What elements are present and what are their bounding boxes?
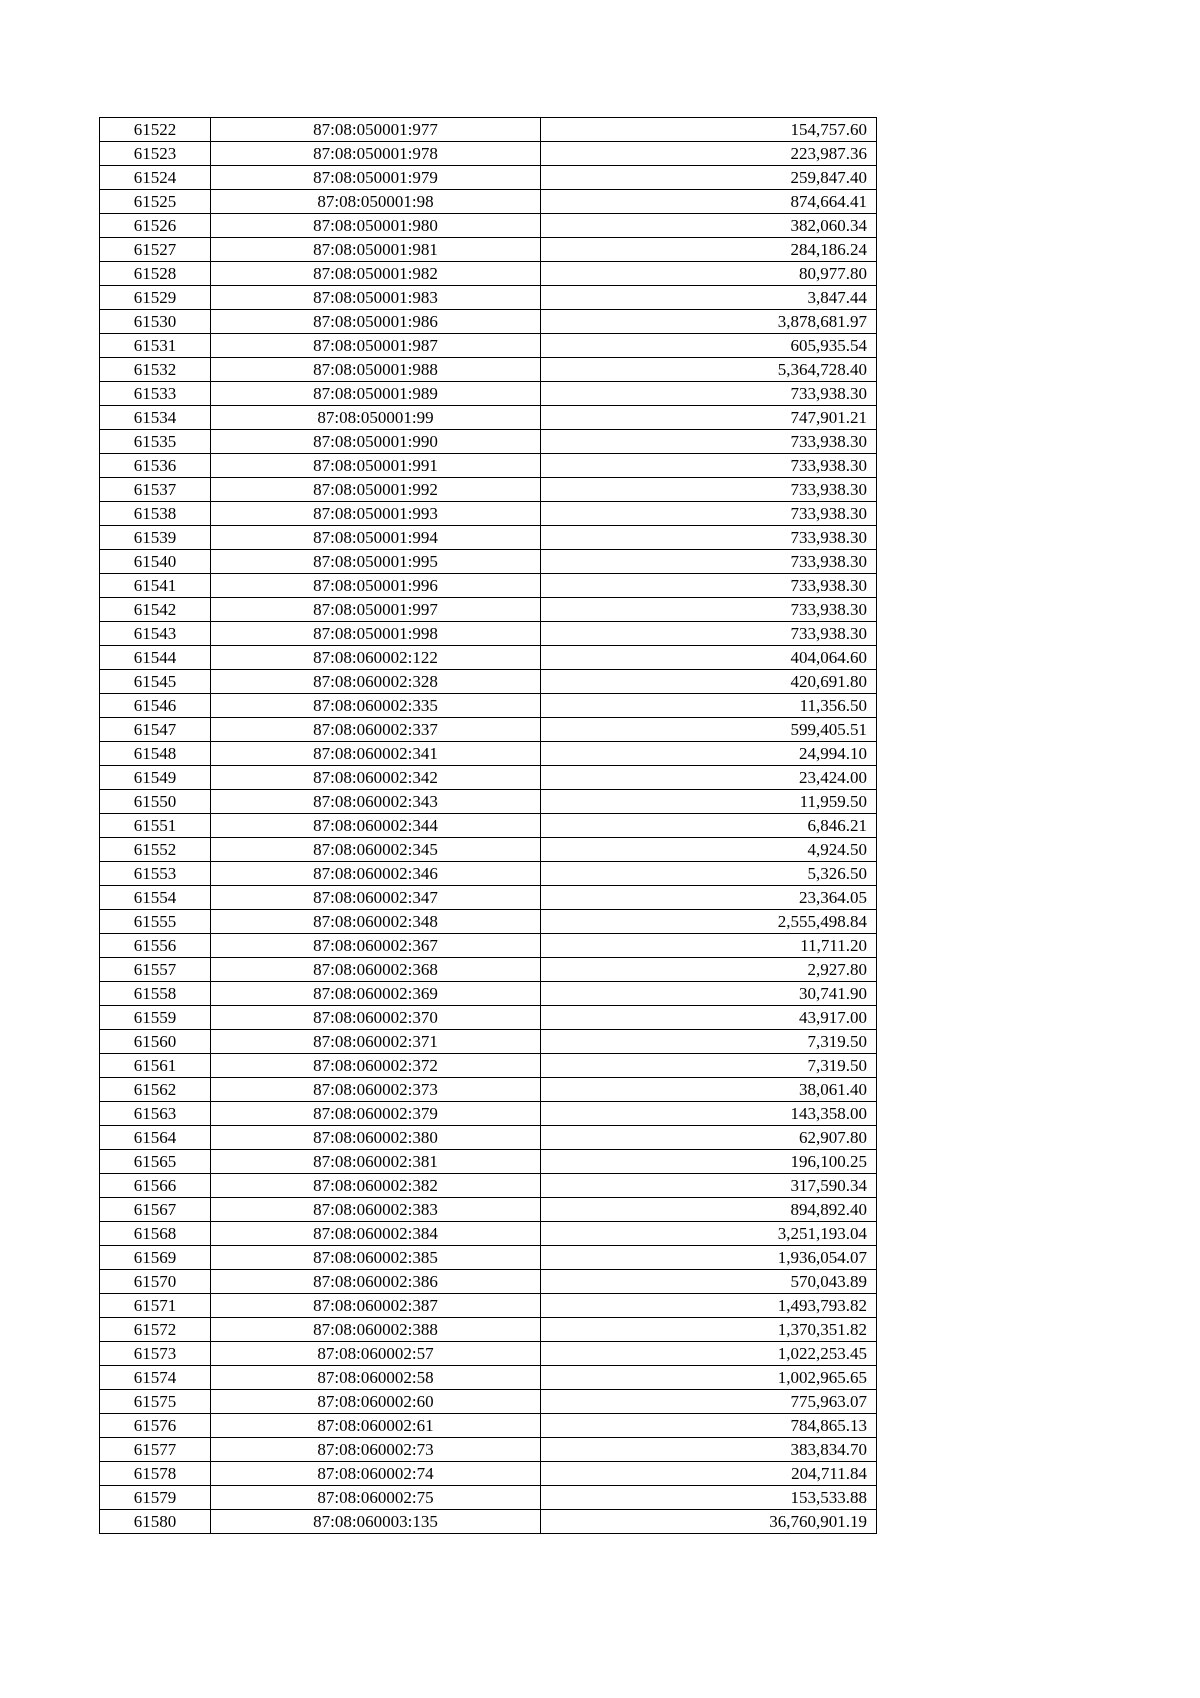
- cadastral-number-cell: 87:08:050001:993: [211, 502, 541, 526]
- cadastral-number-cell: 87:08:060002:346: [211, 862, 541, 886]
- row-number-cell: 61579: [100, 1486, 211, 1510]
- cadastral-number-cell: 87:08:050001:986: [211, 310, 541, 334]
- cadastral-value-cell: 3,251,193.04: [541, 1222, 877, 1246]
- cadastral-number-cell: 87:08:060002:343: [211, 790, 541, 814]
- table-row: [100, 430, 877, 454]
- cadastral-value-cell: 11,356.50: [541, 694, 877, 718]
- row-number-cell: 61545: [100, 670, 211, 694]
- cadastral-number-cell: 87:08:060002:345: [211, 838, 541, 862]
- row-number-cell: 61560: [100, 1030, 211, 1054]
- table-row: [100, 1486, 877, 1510]
- cadastral-value-cell: 6,846.21: [541, 814, 877, 838]
- row-number-cell: 61550: [100, 790, 211, 814]
- row-number-cell: 61564: [100, 1126, 211, 1150]
- cadastral-value-cell: 1,936,054.07: [541, 1246, 877, 1270]
- row-number-cell: 61572: [100, 1318, 211, 1342]
- table-row: [100, 718, 877, 742]
- cadastral-value-cell: 382,060.34: [541, 214, 877, 238]
- row-number-cell: 61546: [100, 694, 211, 718]
- cadastral-value-cell: 404,064.60: [541, 646, 877, 670]
- row-number-cell: 61580: [100, 1510, 211, 1534]
- row-number-cell: 61557: [100, 958, 211, 982]
- table-row: [100, 1054, 877, 1078]
- row-number-cell: 61538: [100, 502, 211, 526]
- row-number-cell: 61537: [100, 478, 211, 502]
- table-row: [100, 526, 877, 550]
- cadastral-number-cell: 87:08:050001:994: [211, 526, 541, 550]
- cadastral-value-cell: 733,938.30: [541, 502, 877, 526]
- cadastral-number-cell: 87:08:050001:978: [211, 142, 541, 166]
- table-row: [100, 1102, 877, 1126]
- table-row: [100, 574, 877, 598]
- table-row: [100, 886, 877, 910]
- cadastral-number-cell: 87:08:060002:380: [211, 1126, 541, 1150]
- row-number-cell: 61566: [100, 1174, 211, 1198]
- cadastral-value-cell: 733,938.30: [541, 598, 877, 622]
- cadastral-value-cell: 7,319.50: [541, 1030, 877, 1054]
- cadastral-value-cell: 196,100.25: [541, 1150, 877, 1174]
- cadastral-number-cell: 87:08:050001:992: [211, 478, 541, 502]
- cadastral-value-cell: 775,963.07: [541, 1390, 877, 1414]
- cadastral-value-cell: 570,043.89: [541, 1270, 877, 1294]
- cadastral-number-cell: 87:08:060002:385: [211, 1246, 541, 1270]
- table-row: [100, 166, 877, 190]
- table-row: [100, 550, 877, 574]
- table-row: [100, 190, 877, 214]
- cadastral-number-cell: 87:08:060002:372: [211, 1054, 541, 1078]
- row-number-cell: 61527: [100, 238, 211, 262]
- row-number-cell: 61568: [100, 1222, 211, 1246]
- row-number-cell: 61556: [100, 934, 211, 958]
- table-row: [100, 1006, 877, 1030]
- row-number-cell: 61530: [100, 310, 211, 334]
- row-number-cell: 61573: [100, 1342, 211, 1366]
- table-row: [100, 646, 877, 670]
- cadastral-value-cell: 874,664.41: [541, 190, 877, 214]
- table-row: [100, 1246, 877, 1270]
- table-row: [100, 1198, 877, 1222]
- table-row: [100, 598, 877, 622]
- table-row: [100, 742, 877, 766]
- row-number-cell: 61529: [100, 286, 211, 310]
- cadastral-value-cell: 317,590.34: [541, 1174, 877, 1198]
- cadastral-number-cell: 87:08:060002:341: [211, 742, 541, 766]
- cadastral-value-cell: 2,555,498.84: [541, 910, 877, 934]
- table-row: [100, 1222, 877, 1246]
- table-row: [100, 670, 877, 694]
- table-row: [100, 910, 877, 934]
- table-row: [100, 862, 877, 886]
- cadastral-value-cell: 11,959.50: [541, 790, 877, 814]
- row-number-cell: 61544: [100, 646, 211, 670]
- table-row: [100, 1366, 877, 1390]
- cadastral-number-cell: 87:08:050001:988: [211, 358, 541, 382]
- row-number-cell: 61574: [100, 1366, 211, 1390]
- row-number-cell: 61562: [100, 1078, 211, 1102]
- row-number-cell: 61526: [100, 214, 211, 238]
- table-row: [100, 1438, 877, 1462]
- row-number-cell: 61548: [100, 742, 211, 766]
- cadastral-number-cell: 87:08:050001:99: [211, 406, 541, 430]
- table-body: [100, 118, 877, 1534]
- cadastral-number-cell: 87:08:060002:382: [211, 1174, 541, 1198]
- cadastral-value-cell: 153,533.88: [541, 1486, 877, 1510]
- row-number-cell: 61561: [100, 1054, 211, 1078]
- cadastral-number-cell: 87:08:050001:990: [211, 430, 541, 454]
- cadastral-value-cell: 204,711.84: [541, 1462, 877, 1486]
- cadastral-value-cell: 733,938.30: [541, 454, 877, 478]
- row-number-cell: 61523: [100, 142, 211, 166]
- row-number-cell: 61571: [100, 1294, 211, 1318]
- table-row: [100, 766, 877, 790]
- table-row: [100, 262, 877, 286]
- cadastral-value-cell: 30,741.90: [541, 982, 877, 1006]
- cadastral-value-cell: 4,924.50: [541, 838, 877, 862]
- table-row: [100, 118, 877, 142]
- cadastral-value-cell: 599,405.51: [541, 718, 877, 742]
- row-number-cell: 61578: [100, 1462, 211, 1486]
- row-number-cell: 61524: [100, 166, 211, 190]
- cadastral-number-cell: 87:08:050001:98: [211, 190, 541, 214]
- cadastral-number-cell: 87:08:060002:388: [211, 1318, 541, 1342]
- cadastral-number-cell: 87:08:060002:342: [211, 766, 541, 790]
- cadastral-number-cell: 87:08:050001:998: [211, 622, 541, 646]
- row-number-cell: 61555: [100, 910, 211, 934]
- table-row: [100, 502, 877, 526]
- cadastral-number-cell: 87:08:050001:981: [211, 238, 541, 262]
- cadastral-number-cell: 87:08:060002:57: [211, 1342, 541, 1366]
- cadastral-value-cell: 43,917.00: [541, 1006, 877, 1030]
- row-number-cell: 61559: [100, 1006, 211, 1030]
- cadastral-number-cell: 87:08:060002:61: [211, 1414, 541, 1438]
- row-number-cell: 61525: [100, 190, 211, 214]
- row-number-cell: 61536: [100, 454, 211, 478]
- table-row: [100, 1126, 877, 1150]
- cadastral-value-cell: 733,938.30: [541, 574, 877, 598]
- cadastral-number-cell: 87:08:050001:991: [211, 454, 541, 478]
- table-row: [100, 1078, 877, 1102]
- cadastral-value-cell: 24,994.10: [541, 742, 877, 766]
- cadastral-number-cell: 87:08:060002:58: [211, 1366, 541, 1390]
- cadastral-value-cell: 733,938.30: [541, 526, 877, 550]
- table-row: [100, 238, 877, 262]
- cadastral-value-cell: 38,061.40: [541, 1078, 877, 1102]
- cadastral-number-cell: 87:08:060002:370: [211, 1006, 541, 1030]
- row-number-cell: 61569: [100, 1246, 211, 1270]
- row-number-cell: 61549: [100, 766, 211, 790]
- row-number-cell: 61576: [100, 1414, 211, 1438]
- row-number-cell: 61575: [100, 1390, 211, 1414]
- cadastral-number-cell: 87:08:060002:367: [211, 934, 541, 958]
- table-row: [100, 334, 877, 358]
- row-number-cell: 61577: [100, 1438, 211, 1462]
- cadastral-value-cell: 284,186.24: [541, 238, 877, 262]
- cadastral-value-cell: 733,938.30: [541, 550, 877, 574]
- cadastral-value-cell: 1,493,793.82: [541, 1294, 877, 1318]
- table-row: [100, 286, 877, 310]
- cadastral-number-cell: 87:08:060002:73: [211, 1438, 541, 1462]
- cadastral-number-cell: 87:08:060002:369: [211, 982, 541, 1006]
- cadastral-value-cell: 5,326.50: [541, 862, 877, 886]
- cadastral-value-cell: 894,892.40: [541, 1198, 877, 1222]
- table-row: [100, 310, 877, 334]
- table-row: [100, 1174, 877, 1198]
- table-row: [100, 814, 877, 838]
- cadastral-number-cell: 87:08:060002:381: [211, 1150, 541, 1174]
- cadastral-value-cell: 733,938.30: [541, 478, 877, 502]
- cadastral-value-cell: 605,935.54: [541, 334, 877, 358]
- row-number-cell: 61551: [100, 814, 211, 838]
- cadastral-number-cell: 87:08:050001:989: [211, 382, 541, 406]
- cadastral-value-cell: 2,927.80: [541, 958, 877, 982]
- cadastral-number-cell: 87:08:060002:371: [211, 1030, 541, 1054]
- table-row: [100, 982, 877, 1006]
- cadastral-value-cell: 747,901.21: [541, 406, 877, 430]
- table-row: [100, 1462, 877, 1486]
- cadastral-value-cell: 7,319.50: [541, 1054, 877, 1078]
- table-row: [100, 478, 877, 502]
- cadastral-value-cell: 733,938.30: [541, 382, 877, 406]
- row-number-cell: 61567: [100, 1198, 211, 1222]
- table-row: [100, 1390, 877, 1414]
- table-row: [100, 1318, 877, 1342]
- row-number-cell: 61543: [100, 622, 211, 646]
- row-number-cell: 61541: [100, 574, 211, 598]
- cadastral-number-cell: 87:08:050001:995: [211, 550, 541, 574]
- table-row: [100, 1510, 877, 1534]
- cadastral-value-cell: 1,022,253.45: [541, 1342, 877, 1366]
- cadastral-number-cell: 87:08:060002:348: [211, 910, 541, 934]
- table-row: [100, 406, 877, 430]
- cadastral-value-cell: 259,847.40: [541, 166, 877, 190]
- cadastral-value-cell: 154,757.60: [541, 118, 877, 142]
- cadastral-number-cell: 87:08:050001:996: [211, 574, 541, 598]
- cadastral-value-cell: 223,987.36: [541, 142, 877, 166]
- cadastral-value-cell: 143,358.00: [541, 1102, 877, 1126]
- cadastral-value-cell: 3,847.44: [541, 286, 877, 310]
- cadastral-value-cell: 1,370,351.82: [541, 1318, 877, 1342]
- cadastral-value-cell: 3,878,681.97: [541, 310, 877, 334]
- cadastral-value-cell: 784,865.13: [541, 1414, 877, 1438]
- cadastral-number-cell: 87:08:060002:368: [211, 958, 541, 982]
- cadastral-number-cell: 87:08:050001:982: [211, 262, 541, 286]
- cadastral-number-cell: 87:08:060003:135: [211, 1510, 541, 1534]
- table-row: [100, 382, 877, 406]
- row-number-cell: 61535: [100, 430, 211, 454]
- table-row: [100, 622, 877, 646]
- row-number-cell: 61540: [100, 550, 211, 574]
- cadastral-number-cell: 87:08:060002:347: [211, 886, 541, 910]
- row-number-cell: 61547: [100, 718, 211, 742]
- table-row: [100, 1414, 877, 1438]
- row-number-cell: 61539: [100, 526, 211, 550]
- cadastral-number-cell: 87:08:060002:75: [211, 1486, 541, 1510]
- table-row: [100, 1270, 877, 1294]
- row-number-cell: 61552: [100, 838, 211, 862]
- row-number-cell: 61528: [100, 262, 211, 286]
- cadastral-value-cell: 23,424.00: [541, 766, 877, 790]
- table-row: [100, 1294, 877, 1318]
- table-row: [100, 934, 877, 958]
- cadastral-number-cell: 87:08:050001:980: [211, 214, 541, 238]
- cadastral-value-cell: 23,364.05: [541, 886, 877, 910]
- row-number-cell: 61534: [100, 406, 211, 430]
- table-row: [100, 214, 877, 238]
- cadastral-number-cell: 87:08:060002:344: [211, 814, 541, 838]
- row-number-cell: 61558: [100, 982, 211, 1006]
- cadastral-number-cell: 87:08:050001:987: [211, 334, 541, 358]
- table-row: [100, 1030, 877, 1054]
- row-number-cell: 61542: [100, 598, 211, 622]
- row-number-cell: 61554: [100, 886, 211, 910]
- cadastral-number-cell: 87:08:060002:387: [211, 1294, 541, 1318]
- table-row: [100, 790, 877, 814]
- table-row: [100, 958, 877, 982]
- cadastral-number-cell: 87:08:060002:379: [211, 1102, 541, 1126]
- cadastral-number-cell: 87:08:060002:373: [211, 1078, 541, 1102]
- row-number-cell: 61531: [100, 334, 211, 358]
- row-number-cell: 61533: [100, 382, 211, 406]
- row-number-cell: 61565: [100, 1150, 211, 1174]
- row-number-cell: 61532: [100, 358, 211, 382]
- row-number-cell: 61570: [100, 1270, 211, 1294]
- cadastral-number-cell: 87:08:050001:997: [211, 598, 541, 622]
- cadastral-number-cell: 87:08:060002:335: [211, 694, 541, 718]
- cadastral-number-cell: 87:08:050001:983: [211, 286, 541, 310]
- cadastral-number-cell: 87:08:060002:60: [211, 1390, 541, 1414]
- cadastral-number-cell: 87:08:060002:383: [211, 1198, 541, 1222]
- row-number-cell: 61563: [100, 1102, 211, 1126]
- row-number-cell: 61522: [100, 118, 211, 142]
- cadastral-value-cell: 36,760,901.19: [541, 1510, 877, 1534]
- cadastral-number-cell: 87:08:060002:328: [211, 670, 541, 694]
- table-row: [100, 694, 877, 718]
- cadastral-value-cell: 11,711.20: [541, 934, 877, 958]
- cadastral-value-cell: 383,834.70: [541, 1438, 877, 1462]
- cadastral-number-cell: 87:08:050001:977: [211, 118, 541, 142]
- table-row: [100, 142, 877, 166]
- table-row: [100, 1150, 877, 1174]
- cadastral-value-cell: 80,977.80: [541, 262, 877, 286]
- cadastral-value-cell: 62,907.80: [541, 1126, 877, 1150]
- cadastral-number-cell: 87:08:060002:337: [211, 718, 541, 742]
- cadastral-number-cell: 87:08:060002:384: [211, 1222, 541, 1246]
- cadastral-number-cell: 87:08:060002:74: [211, 1462, 541, 1486]
- cadastral-number-cell: 87:08:050001:979: [211, 166, 541, 190]
- cadastral-number-cell: 87:08:060002:386: [211, 1270, 541, 1294]
- table-row: [100, 358, 877, 382]
- cadastral-value-cell: 1,002,965.65: [541, 1366, 877, 1390]
- cadastral-number-cell: 87:08:060002:122: [211, 646, 541, 670]
- row-number-cell: 61553: [100, 862, 211, 886]
- cadastral-value-table: [99, 117, 877, 1534]
- table-row: [100, 454, 877, 478]
- cadastral-value-cell: 420,691.80: [541, 670, 877, 694]
- cadastral-value-cell: 733,938.30: [541, 622, 877, 646]
- cadastral-value-cell: 5,364,728.40: [541, 358, 877, 382]
- table-row: [100, 838, 877, 862]
- table-row: [100, 1342, 877, 1366]
- cadastral-value-cell: 733,938.30: [541, 430, 877, 454]
